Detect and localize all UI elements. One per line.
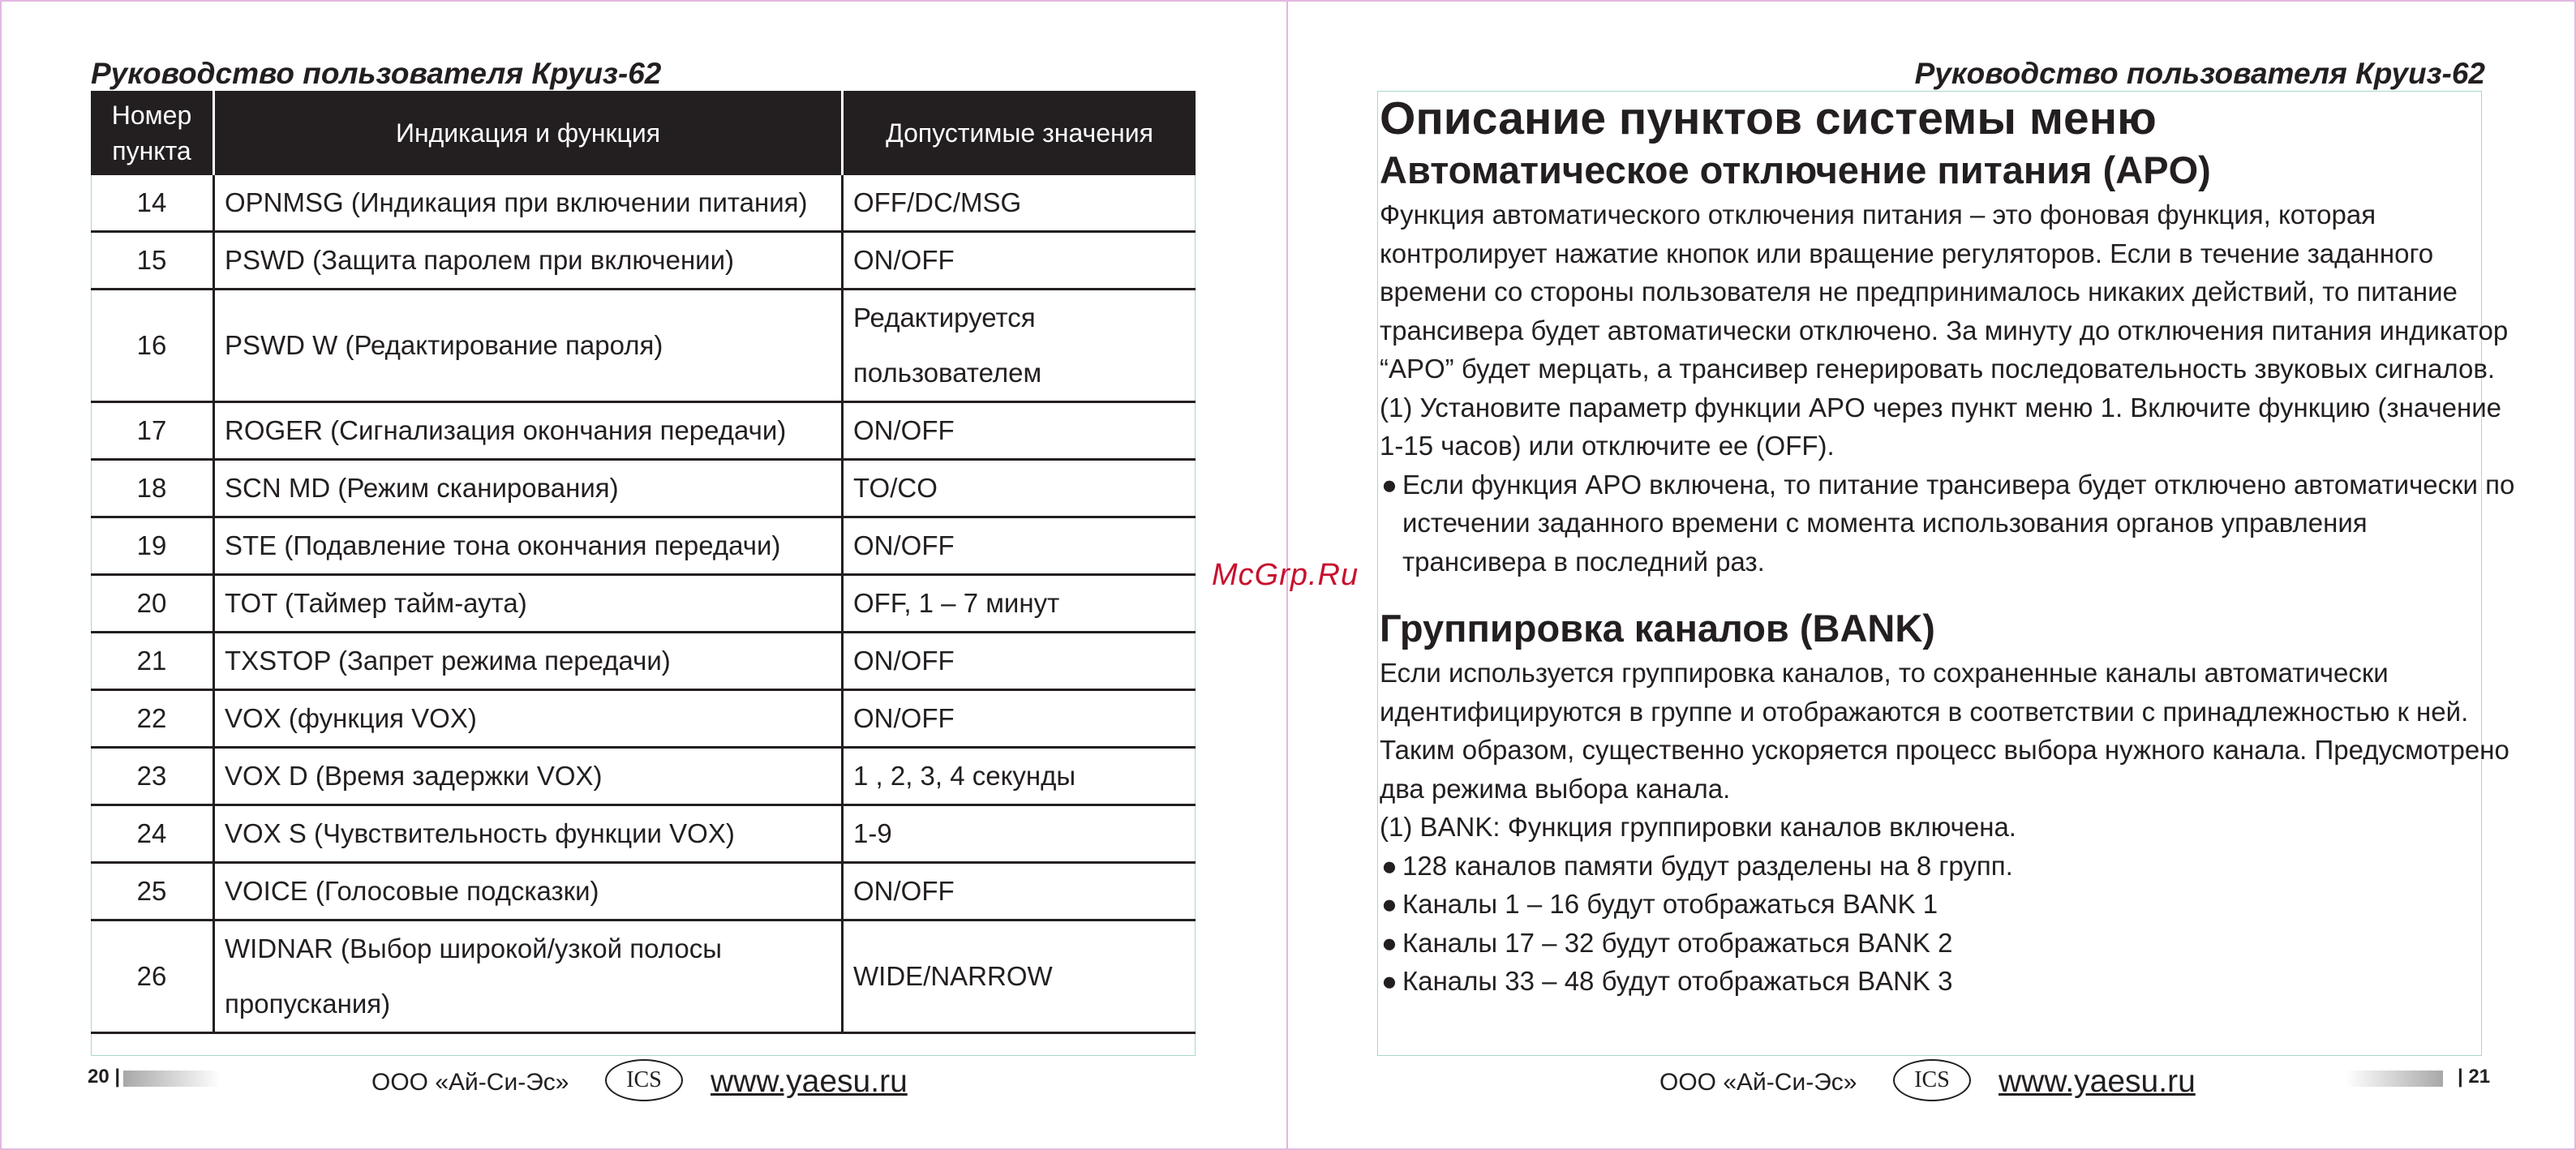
table-row: [91, 290, 1196, 402]
item-number: 17: [91, 402, 214, 460]
item-values: 1-9: [843, 805, 1196, 863]
header-item-number: Номер пункта: [91, 91, 214, 175]
item-values: OFF/DC/MSG: [843, 175, 1196, 232]
table-row: [91, 863, 1196, 920]
item-values: WIDE/NARROW: [843, 920, 1196, 1033]
item-number: 24: [91, 805, 214, 863]
company-name-left: ООО «Ай-Си-Эс»: [371, 1069, 569, 1096]
item-number: 25: [91, 863, 214, 920]
website-link-right[interactable]: www.yaesu.ru: [1999, 1064, 2196, 1099]
table-row: [91, 575, 1196, 633]
bank-description: Если используется группировка каналов, то сохраненные каналы автоматически идентифицируются в группе и отображаются в соответствии с принадлежностью к ней. Таким образом, существенно ускоряется процесс выбора нужного канала. Предусмотрено два режима выбора канала.: [1380, 658, 2509, 804]
item-function: TOT (Таймер тайм-аута): [214, 575, 843, 633]
item-number: 20: [91, 575, 214, 633]
item-values: ON/OFF: [843, 232, 1196, 290]
item-number: 14: [91, 175, 214, 232]
item-values: ON/OFF: [843, 517, 1196, 575]
table-header-row: [91, 91, 1196, 175]
bank-heading: Группировка каналов (BANK): [1380, 607, 1935, 650]
apo-bullet: [1380, 466, 2515, 581]
apo-heading: Автоматическое отключение питания (APO): [1380, 148, 2211, 191]
company-name-right: ООО «Ай-Си-Эс»: [1659, 1069, 1857, 1096]
watermark: McGrp.Ru: [1212, 558, 1359, 592]
item-number: 18: [91, 460, 214, 517]
item-values: ON/OFF: [843, 402, 1196, 460]
item-function: WIDNAR (Выбор широкой/узкой полосы пропускания): [214, 920, 843, 1033]
table-row: [91, 232, 1196, 290]
item-function: PSWD W (Редактирование пароля): [214, 290, 843, 402]
footer-gradient-bar-right: [2346, 1071, 2443, 1087]
header-indication-function: Индикация и функция: [214, 91, 843, 175]
bank-bullet-text: Каналы 1 – 16 будут отображаться BANK 1: [1402, 889, 1938, 919]
apo-bullet-text: Если функция APO включена, то питание трансивера будет отключено автоматически по истечении заданного времени с момента использования органов управления трансивера в последний раз.: [1402, 469, 2515, 577]
item-number: 23: [91, 748, 214, 805]
item-values: 1 , 2, 3, 4 секунды: [843, 748, 1196, 805]
apo-description: Функция автоматического отключения питания – это фоновая функция, которая контролирует нажатие кнопок или вращение регуляторов. Если в течение заданного времени со стороны пользователя не предпринималось никаких действий, то питание трансивера будет автоматически отключено. За минуту до отключения питания индикатор “APO” будет мерцать, а трансивер генерировать последовательность звуковых сигналов.: [1380, 200, 2509, 384]
ics-logo-left: ICS: [605, 1059, 683, 1101]
item-number: 21: [91, 633, 214, 690]
bullet-icon: ●: [1381, 850, 1397, 881]
section-title: Описание пунктов системы меню: [1380, 92, 2157, 144]
table-row: [91, 748, 1196, 805]
item-values: TO/CO: [843, 460, 1196, 517]
table-row: [91, 517, 1196, 575]
page-number-left-value: 20: [88, 1066, 109, 1088]
item-number: 22: [91, 690, 214, 748]
bank-bullet: [1380, 962, 2515, 1001]
running-head-left: Руководство пользователя Круиз-62: [91, 57, 662, 90]
bank-bullet-text: Каналы 33 – 48 будут отображаться BANK 3: [1402, 966, 1953, 996]
item-function: SCN MD (Режим сканирования): [214, 460, 843, 517]
item-number: 15: [91, 232, 214, 290]
item-function: PSWD (Защита паролем при включении): [214, 232, 843, 290]
table-row: [91, 633, 1196, 690]
table-row: [91, 920, 1196, 1033]
item-number: 16: [91, 290, 214, 402]
item-function: STE (Подавление тона окончания передачи): [214, 517, 843, 575]
item-values: OFF, 1 – 7 минут: [843, 575, 1196, 633]
item-values: ON/OFF: [843, 690, 1196, 748]
table-row: [91, 805, 1196, 863]
item-values: ON/OFF: [843, 633, 1196, 690]
page-number-right: | 21: [2458, 1066, 2491, 1088]
right-page-content: [1377, 91, 2515, 1056]
table-row: [91, 460, 1196, 517]
bullet-icon: ●: [1381, 469, 1397, 500]
item-number: 26: [91, 920, 214, 1033]
footer-gradient-bar-left: [123, 1071, 221, 1087]
header-allowed-values: Допустимые значения: [843, 91, 1196, 175]
page-number-left: 20 |: [88, 1066, 121, 1088]
bullet-icon: ●: [1381, 927, 1397, 958]
table-row: [91, 175, 1196, 232]
table-row: [91, 402, 1196, 460]
bank-bullet: [1380, 885, 2515, 924]
item-function: ROGER (Сигнализация окончания передачи): [214, 402, 843, 460]
item-values: Редактируется пользователем: [843, 290, 1196, 402]
page-number-right-value: 21: [2468, 1066, 2491, 1088]
website-link-left[interactable]: www.yaesu.ru: [711, 1064, 908, 1099]
menu-items-table: [91, 91, 1196, 1034]
apo-step-1: (1) Установите параметр функции APO через пункт меню 1. Включите функцию (значение 1-15 часов) или отключите ее (OFF).: [1380, 392, 2502, 461]
bullet-icon: ●: [1381, 966, 1397, 996]
item-function: VOX D (Время задержки VOX): [214, 748, 843, 805]
running-head-right: Руководство пользователя Круиз-62: [1914, 57, 2485, 90]
bank-bullet: [1380, 847, 2515, 886]
item-number: 19: [91, 517, 214, 575]
bank-step-1: (1) BANK: Функция группировки каналов включена.: [1380, 812, 2016, 842]
ics-logo-right: ICS: [1893, 1059, 1971, 1101]
bullet-icon: ●: [1381, 889, 1397, 919]
item-function: OPNMSG (Индикация при включении питания): [214, 175, 843, 232]
table-row: [91, 690, 1196, 748]
item-function: VOX S (Чувствительность функции VOX): [214, 805, 843, 863]
item-function: VOX (функция VOX): [214, 690, 843, 748]
item-values: ON/OFF: [843, 863, 1196, 920]
bank-bullet: [1380, 924, 2515, 963]
item-function: VOICE (Голосовые подсказки): [214, 863, 843, 920]
bank-bullet-text: 128 каналов памяти будут разделены на 8 групп.: [1402, 850, 2013, 881]
bank-bullet-text: Каналы 17 – 32 будут отображаться BANK 2: [1402, 927, 1953, 958]
item-function: TXSTOP (Запрет режима передачи): [214, 633, 843, 690]
